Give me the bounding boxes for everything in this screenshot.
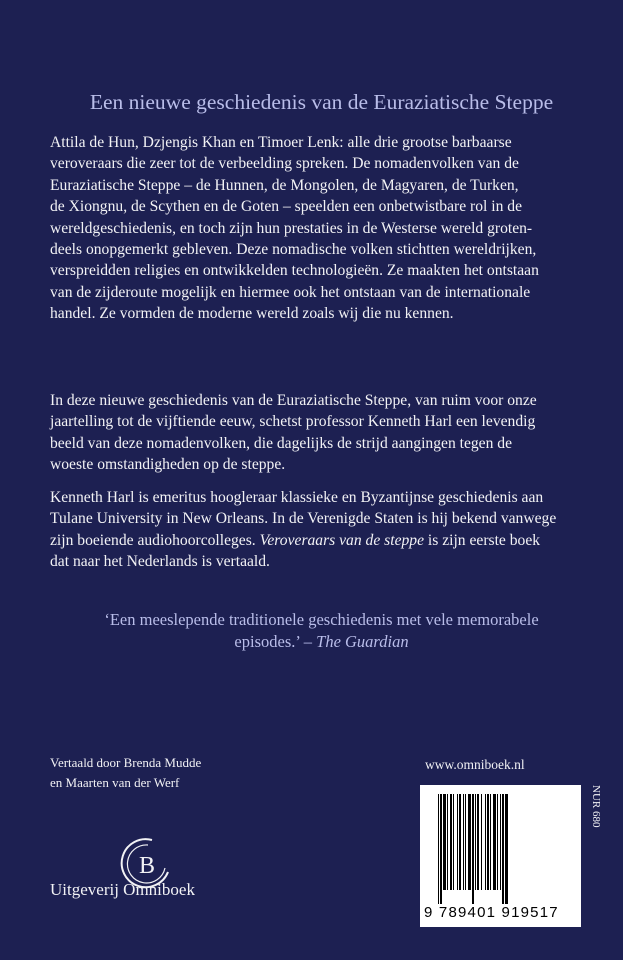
author-bio-paragraph [50, 487, 556, 573]
book-title: Veroveraars van de steppe [259, 531, 425, 549]
nur-code: NUR 680 [590, 785, 602, 828]
text-fragment: zijn boeiende audiohoorcolleges. [50, 531, 256, 549]
quote-text: episodes.’ – [234, 632, 317, 651]
translator-line: en Maarten van der Werf [50, 775, 180, 790]
text-line: de Xiongnu, de Scythen en de Goten – speelden een onbetwistbare rol in de [50, 198, 523, 216]
text-line: veroveraars die zeer tot de verbeelding spreken. De nomadenvolken van de [50, 155, 519, 173]
text-line: Attila de Hun, Dzjengis Khan en Timoer Lenk: alle drie grootse barbaarse [50, 134, 512, 151]
text-line: Kenneth Harl is emeritus hoogleraar klassieke en Byzantijnse geschiedenis aan [50, 489, 544, 506]
description-paragraph-1 [50, 132, 539, 325]
isbn-number: 9 789401 919517 [424, 904, 559, 921]
quote-source: The Guardian [316, 632, 409, 651]
text-line: dat naar het Nederlands is vertaald. [50, 553, 270, 571]
logo-letter: B [138, 853, 156, 879]
text-line: handel. Ze vormden de moderne wereld zoals wij die nu kennen. [50, 305, 454, 323]
review-quote [0, 609, 623, 653]
text-line: woeste omstandigheden op de steppe. [50, 456, 286, 474]
translator-credits [50, 753, 201, 793]
text-line: Tulane University in New Orleans. In de Verenigde Staten is hij bekend vanwege [50, 510, 557, 528]
text-line: jaartelling tot de vijftiende eeuw, schetst professor Kenneth Harl een levendig [50, 413, 536, 431]
text-line: verspreidden religies en ontwikkelden technologieën. Ze maakten het ontstaan [50, 262, 539, 280]
description-paragraph-2 [50, 390, 537, 476]
quote-line: ‘Een meeslepende traditionele geschiedenis met vele memorabele [104, 610, 539, 629]
text-line: Euraziatische Steppe – de Hunnen, de Mongolen, de Magyaren, de Turken, [50, 176, 519, 194]
publisher-url: www.omniboek.nl [425, 757, 525, 772]
text-fragment: is zijn eerste boek [424, 531, 541, 549]
text-line: beeld van deze nomadenvolken, die dagelijks de strijd aangingen tegen de [50, 434, 513, 452]
cover-heading: Een nieuwe geschiedenis van de Euraziatische Steppe [89, 90, 554, 114]
barcode-bars [438, 794, 568, 904]
publisher-name: Uitgeverij Omniboek [50, 880, 195, 899]
text-line: van de zijderoute mogelijk en hiermee ook het ontstaan van de internationale [50, 283, 531, 301]
barcode-bar [505, 794, 508, 904]
quote-line [20, 631, 623, 653]
text-line: In deze nieuwe geschiedenis van de Euraziatische Steppe, van ruim voor onze [50, 392, 537, 409]
translator-line: Vertaald door Brenda Mudde [50, 755, 202, 770]
isbn-barcode [420, 785, 581, 927]
text-line [50, 530, 556, 551]
text-line: deels onopgemerkt gebleven. Deze nomadische volken stichtten wereldrijken, [50, 240, 537, 258]
text-line: wereldgeschiedenis, en toch zijn hun prestaties in de Westerse wereld groten- [50, 219, 533, 237]
